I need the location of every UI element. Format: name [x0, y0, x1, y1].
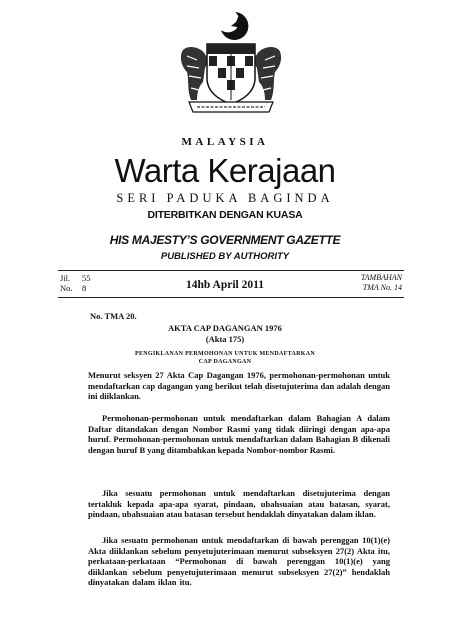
- gazette-title-english: HIS MAJESTY’S GOVERNMENT GAZETTE: [109, 233, 341, 247]
- malaysia-coat-of-arms-icon: [175, 8, 287, 120]
- number-value: 8: [82, 283, 87, 293]
- notice-number: No. TMA 20.: [90, 311, 137, 321]
- publication-authority-english: PUBLISHED BY AUTHORITY: [160, 251, 290, 262]
- paragraph-4: Jika sesuatu permohonan untuk mendaftarkan di bawah perenggan 10(1)(e) Akta diiklankan sebelum penyetujuterimaan menurut subseksyen 27(2) Akta itu, perkataan-perkataan “Permohonan di bawah perenggan 10(1)(e) yang diiklankan sebelum penyetujuterimaan menurut subseksyen 27(2)” hendaklah dinyatakan dalam iklan itu.: [88, 535, 390, 588]
- publication-authority-malay: DITERBITKAN DENGAN KUASA: [147, 209, 303, 221]
- number-label: No.: [60, 283, 73, 293]
- paragraph-1: Menurut seksyen 27 Akta Cap Dagangan 1976, permohonan-permohonan untuk mendaftarkan cap dagangan yang berikut telah disetujuterima dan adalah dengan ini diiklankan.: [88, 370, 390, 402]
- act-title: AKTA CAP DAGANGAN 1976: [168, 323, 282, 333]
- paragraph-2: Permohonan-permohonan untuk mendaftarkan dalam Bahagian A dalam Daftar ditandakan dengan Nombor Rasmi yang tidak diiringi dengan apa-apa huruf. Permohonan-permohonan untuk mendaftarkan dalam Bahagian B dikenali dengan huruf B yang ditambahkan kepada Nombor-nombor Rasmi.: [88, 413, 390, 455]
- supplement-number: TMA No. 14: [362, 283, 402, 292]
- country-name: MALAYSIA: [181, 136, 269, 148]
- notice-heading-line-1: PENGIKLANAN PERMOHONAN UNTUK MENDAFTARKAN: [134, 351, 316, 357]
- bottom-divider: [58, 297, 404, 298]
- issue-date: 14hb April 2011: [186, 279, 264, 291]
- volume-label: Jil.: [60, 273, 71, 283]
- act-number: (Akta 175): [205, 334, 245, 344]
- masthead-title: Warta Kerajaan: [114, 152, 336, 189]
- notice-heading: [0, 350, 450, 366]
- notice-heading-line-2: CAP DAGANGAN: [198, 359, 252, 365]
- top-divider: [58, 270, 404, 271]
- supplement-label: TAMBAHAN: [360, 273, 402, 282]
- volume-value: 55: [82, 273, 91, 283]
- paragraph-3: Jika sesuatu permohonan untuk mendaftarkan disetujuterima dengan tertakluk kepada apa-apa syarat, pindaan, ubahsuaian atau batasan, syarat, pindaan, ubahsuaian atau batasan tersebut hendaklah dinyatakan dalam iklan.: [88, 488, 390, 520]
- supplement-block: [361, 273, 402, 293]
- masthead-subtitle: SERI PADUKA BAGINDA: [116, 191, 334, 205]
